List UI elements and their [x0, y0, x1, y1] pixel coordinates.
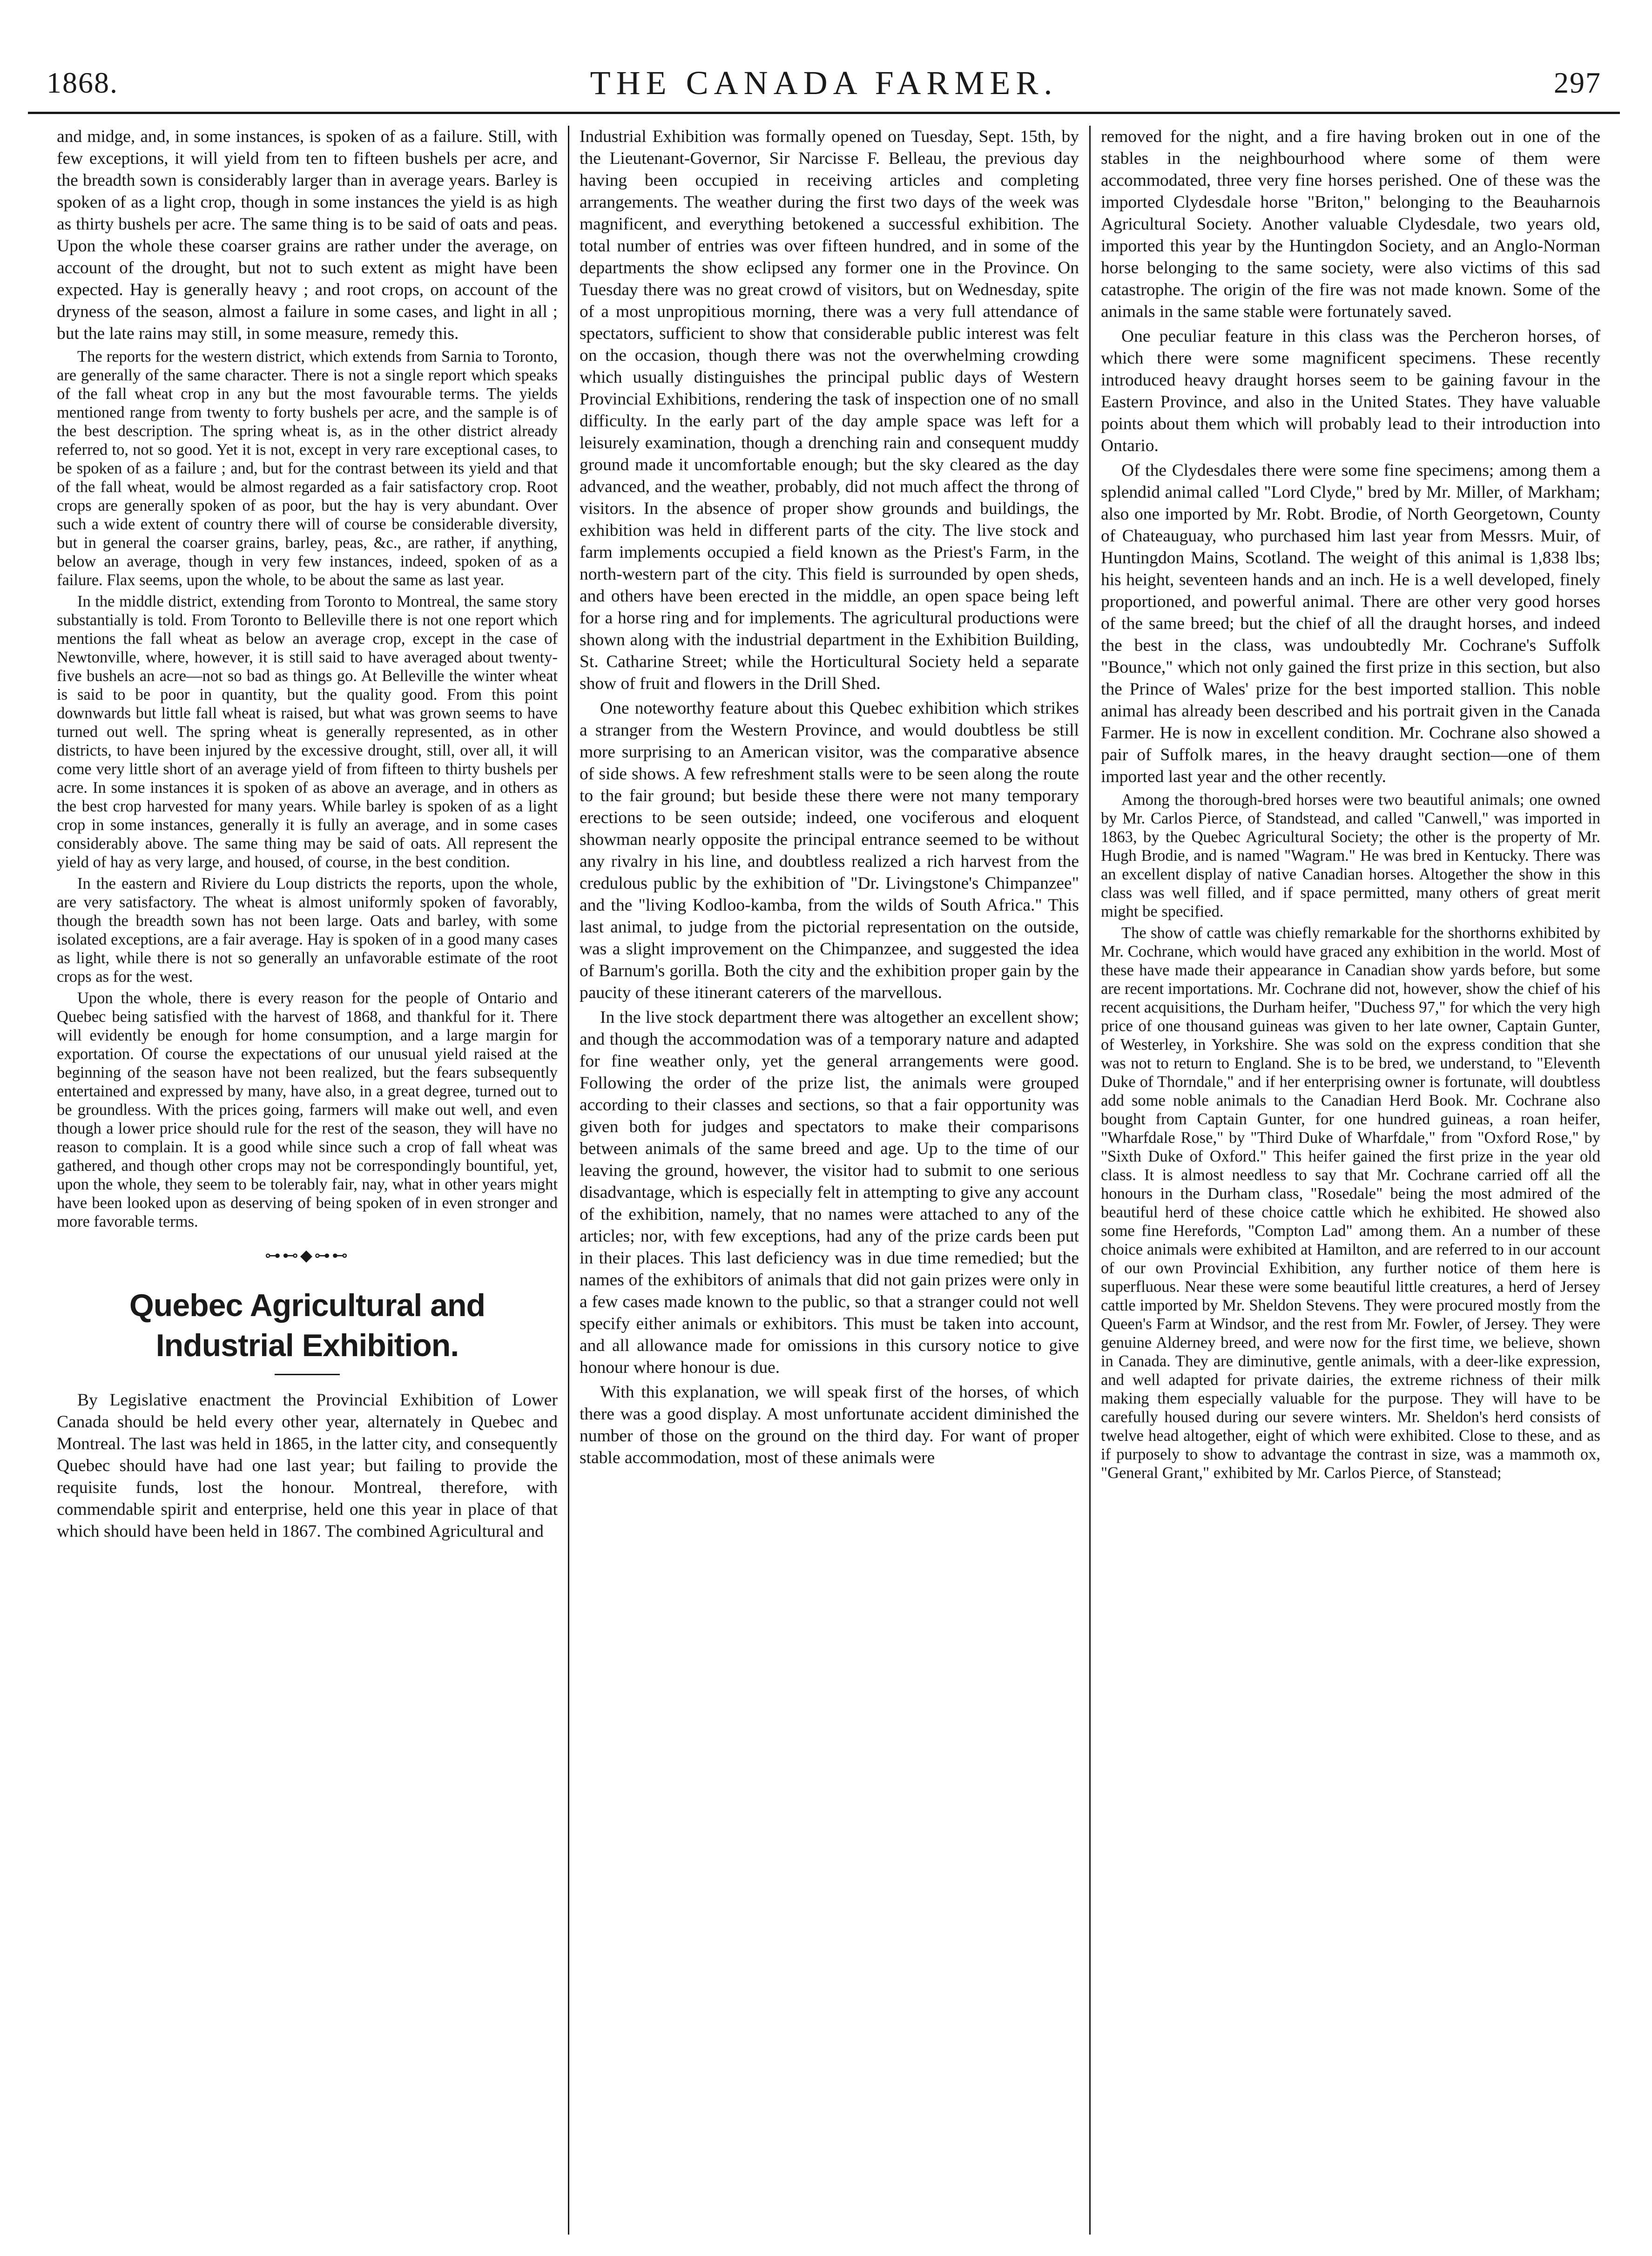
column-3	[1089, 126, 1611, 2235]
newspaper-title: THE CANADA FARMER.	[590, 64, 1058, 101]
paragraph: removed for the night, and a fire having broken out in one of the stables in the neighbourhood where some of them were accommodated, three very fine horses perished. One of these was the imported Clydesdale horse "Briton," belonging to the Beauharnois Agricultural Society. Another valuable Clydesdale, two years old, imported this year by the Huntingdon Society, and an Anglo-Norman horse belonging to the same society, were also victims of this sad catastrophe. The origin of the fire was not made known. Some of the animals in the same stable were fortunately saved.	[1101, 127, 1600, 321]
issue-year: 1868.	[47, 66, 118, 99]
column-2	[568, 126, 1089, 2235]
paragraph: Upon the whole, there is every reason for the people of Ontario and Quebec being satisfied with the harvest of 1868, and thankful for it. There will evidently be enough for home consumption, and a large margin for exportation. Of course the expectations of our unusual yield raised at the beginning of the season have not been realized, but the fears subsequently entertained and expressed by many, have also, in a great degree, turned out to be groundless. With the prices going, farmers will make out well, and even though a lower price should rule for the rest of the season, they will have no reason to complain. It is a good while since such a crop of fall wheat was gathered, and though other crops may not be correspondingly bountiful, yet, upon the whole, they seem to be tolerably fair, nay, what in other years might have been looked upon as deserving of being spoken of in even stronger and more favorable terms.	[57, 989, 558, 1230]
heading-rule	[275, 1374, 340, 1375]
article-columns	[47, 126, 1611, 2235]
paragraph: One noteworthy feature about this Quebec exhibition which strikes a stranger from the Western Province, and would doubtless be still more surprising to an American visitor, was the comparative absence of side shows. A few refreshment stalls were to be seen along the route to the fair ground; but beside these there were not many temporary erections to be seen outside; indeed, one vociferous and eloquent showman nearly opposite the principal entrance seemed to be without any rivalry in his line, and doubtless realized a rich harvest from the credulous public by the exhibition of "Dr. Livingstone's Chimpanzee" and the "living Kodloo-kamba, from the wilds of South Africa." This last animal, to judge from the pictorial representation on the outside, was a slight improvement on the Chimpanzee, and suggested the idea of Barnum's gorilla. Both the city and the exhibition proper gain by the paucity of these itinerant caterers of the marvellous.	[580, 699, 1079, 1002]
newspaper-page	[28, 56, 1620, 2235]
paragraph: One peculiar feature in this class was the Percheron horses, of which there were some magnificent specimens. These recently introduced heavy draught horses seem to be gaining favour in the Eastern Province, and also in the United States. They have valuable points about them which will probably lead to their introduction into Ontario.	[1101, 327, 1600, 455]
paragraph: With this explanation, we will speak first of the horses, of which there was a good display. A most unfortunate accident diminished the number of those on the ground on the third day. For want of proper stable accommodation, most of these animals were	[580, 1383, 1079, 1467]
paragraph: In the eastern and Riviere du Loup districts the reports, upon the whole, are very satisfactory. The wheat is almost uniformly spoken of favorably, though the breadth sown has not been large. Oats and barley, with some isolated exceptions, are a fair average. Hay is spoken of in a good many cases as light, while there is not so generally an unfavorable estimate of the root crops as for the west.	[57, 875, 558, 986]
page-number: 297	[1554, 66, 1601, 99]
paragraph: The show of cattle was chiefly remarkable for the shorthorns exhibited by Mr. Cochrane, which would have graced any exhibition in the world. Most of these have made their appearance in Canadian show yards before, but some are recent importations. Mr. Cochrane did not, however, show the chief of his recent acquisitions, the Durham heifer, "Duchess 97," for which the very high price of one thousand guineas was given to her late owner, Captain Gunter, of Westerley, in Yorkshire. She was sold on the express condition that she was not to return to England. She is to be bred, we understand, to "Eleventh Duke of Thorndale," and if her enterprising owner is fortunate, will doubtless add some noble animals to the Canadian Herd Book. Mr. Cochrane also bought from Captain Gunter, for one hundred guineas, a roan heifer, "Wharfdale Rose," by "Third Duke of Wharfdale," from "Oxford Rose," by "Sixth Duke of Oxford." This heifer gained the first prize in the year old class. It is almost needless to say that Mr. Cochrane carried off all the honours in the Durham class, "Rosedale" being the most admired of the beautiful herd of these choice cattle which he exhibited. He showed also some fine Herefords, "Compton Lad" among them. An a number of these choice animals were exhibited at Hamilton, and are referred to in our account of our own Provincial Exhibition, any further notice of them here is superfluous. Near these were some beautiful little creatures, a herd of Jersey cattle imported by Mr. Sheldon Stevens. They were procured mostly from the Queen's Farm at Windsor, and the rest from Mr. Fowler, of Jersey. They were genuine Alderney breed, and were now for the first time, we believe, shown in Canada. They are diminutive, gentle animals, with a deer-like expression, and well adapted for private dairies, the extreme richness of their milk making them especially valuable for the purpose. They will have to be carefully housed during our severe winters. Mr. Sheldon's herd consists of twelve head altogether, eight of which were exhibited. Close to these, and as if purposely to show to advantage the contrast in size, was a mammoth ox, "General Grant," exhibited by Mr. Carlos Pierce, of Stanstead;	[1101, 924, 1600, 1482]
paragraph: In the live stock department there was altogether an excellent show; and though the accommodation was of a temporary nature and adapted for fine weather only, yet the general arrangements were good. Following the order of the prize list, the animals were grouped according to their classes and sections, so that a fair opportunity was given both for judges and spectators to make their comparisons between animals of the same breed and age. Up to the time of our leaving the ground, however, the visitor had to submit to one serious disadvantage, which is especially felt in attempting to give any account of the exhibition, namely, that no names were attached to any of the articles; nor, with few exceptions, had any of the prize cards been put in their places. This last deficiency was in due time remedied; but the names of the exhibitors of animals that did not gain prizes were only in a few cases made known to the public, so that a stranger could not well specify either animals or exhibitors. This must be taken into account, and all allowance made for omissions in this cursory notice to give honour where honour is due.	[580, 1008, 1079, 1377]
section-divider-ornament: ⊶⊷◆⊶⊷	[264, 1247, 350, 1264]
paragraph: Of the Clydesdales there were some fine specimens; among them a splendid animal called "Lord Clyde," bred by Mr. Miller, of Markham; also one imported by Mr. Robt. Brodie, of North Georgetown, County of Chateauguay, who purchased him last year from Messrs. Muir, of Huntingdon Mains, Scotland. The weight of this animal is 1,838 lbs; his height, seventeen hands and an inch. He is a well developed, finely proportioned, and powerful animal. There are other very good horses of the same breed; but the chief of all the draught horses, and indeed the best in the class, was undoubtedly Mr. Cochrane's Suffolk "Bounce," which not only gained the first prize in this section, but also the Prince of Wales' prize for the best imported stallion. This noble animal has already been described and his portrait given in the Canada Farmer. He is now in excellent condition. Mr. Cochrane also showed a pair of Suffolk mares, in the heavy draught section—one of them imported last year and the other recently.	[1101, 461, 1600, 786]
paragraph: In the middle district, extending from Toronto to Montreal, the same story substantially is told. From Toronto to Belleville there is not one report which mentions the fall wheat as below an average crop, except in the case of Newtonville, where, however, it is still said to have averaged about twenty-five bushels an acre—not so bad as things go. At Belleville the winter wheat is said to be poor in quantity, but the quality good. From this point downwards but little fall wheat is raised, but what was grown seems to have turned out well. The spring wheat is generally represented, as in other districts, to have been injured by the excessive drought, still, over all, it will come very little short of an average yield of from fifteen to thirty bushels per acre. In some instances it is spoken of as above an average, and in others as the best crop harvested for many years. While barley is spoken of as a light crop in some instances, generally it is fully an average, and in some cases considerably above. The same thing may be said of oats. All represent the yield of hay as very large, and housed, of course, in the best condition.	[57, 593, 558, 871]
paragraph: Industrial Exhibition was formally opened on Tuesday, Sept. 15th, by the Lieutenant-Governor, Sir Narcisse F. Belleau, the previous day having been occupied in receiving articles and completing arrangements. The weather during the first two days of the week was magnificent, and everything betokened a successful exhibition. The total number of entries was over fifteen hundred, and in some of the departments the show eclipsed any former one in the Province. On Tuesday there was no great crowd of visitors, but on Wednesday, spite of a most unpropitious morning, there was a very full attendance of spectators, sufficient to show that considerable public interest was felt on the occasion, though there was not the overwhelming crowding which usually distinguishes the principal public days of Western Provincial Exhibitions, rendering the task of inspection one of no small difficulty. In the early part of the day ample space was left for a leisurely examination, though a drenching rain and consequent muddy ground made it uncomfortable enough; but the sky cleared as the day advanced, and the weather, probably, did not much affect the throng of visitors. In the absence of proper show grounds and buildings, the exhibition was held in different parts of the city. The live stock and farm implements occupied a field known as the Priest's Farm, in the north-western part of the city. This field is surrounded by open sheds, and others have been erected in the middle, an open space being left for a horse ring and for implements. The agricultural productions were shown along with the industrial department in the Exhibition Building, St. Catharine Street; while the Horticultural Society held a separate show of fruit and flowers in the Drill Shed.	[580, 127, 1079, 693]
paragraph: and midge, and, in some instances, is spoken of as a failure. Still, with few exceptions, it will yield from ten to fifteen bushels per acre, and the breadth sown is considerably larger than in average years. Barley is spoken of as a light crop, though in some instances the yield is as high as thirty bushels per acre. The same thing is to be said of oats and peas. Upon the whole these coarser grains are rather under the average, on account of the drought, but not to such extent as might have been expected. Hay is generally heavy ; and root crops, on account of the dryness of the season, almost a failure in some cases, and light in all ; but the late rains may still, in some measure, remedy this.	[57, 127, 558, 343]
article-heading: Quebec Agricultural and Industrial Exhibition.	[129, 1288, 485, 1363]
masthead	[28, 56, 1620, 114]
column-1	[47, 126, 568, 2235]
paragraph: The reports for the western district, which extends from Sarnia to Toronto, are generally of the same character. There is not a single report which speaks of the fall wheat crop in any but the most favourable terms. The yields mentioned range from twenty to forty bushels per acre, and the sample is of the best description. The spring wheat is, as in the other district already referred to, not so good. Yet it is not, except in very rare exceptional cases, to be spoken of as a failure ; and, but for the contrast between its yield and that of the fall wheat, would be almost regarded as a fair satisfactory crop. Root crops are generally spoken of as poor, but the hay is very abundant. Over such a wide extent of country there will of course be considerable diversity, but in general the coarser grains, barley, peas, &c., are rather, if anything, below an average, though in very few instances, indeed, spoken of as a failure. Flax seems, upon the whole, to be about the same as last year.	[57, 348, 558, 589]
paragraph: By Legislative enactment the Provincial Exhibition of Lower Canada should be held every other year, alternately in Quebec and Montreal. The last was held in 1865, in the latter city, and consequently Quebec should have had one last year; but failing to provide the requisite funds, lost the honour. Montreal, therefore, with commendable spirit and enterprise, held one this year in place of that which should have been held in 1867. The combined Agricultural and	[57, 1391, 558, 1541]
paragraph: Among the thorough-bred horses were two beautiful animals; one owned by Mr. Carlos Pierce, of Standstead, and called "Canwell," was imported in 1863, by the Quebec Agricultural Society; the other is the property of Mr. Hugh Brodie, and is named "Wagram." He was bred in Kentucky. There was an excellent display of native Canadian horses. Altogether the show in this class was well filled, and if space permitted, many others of great merit might be specified.	[1101, 791, 1600, 920]
